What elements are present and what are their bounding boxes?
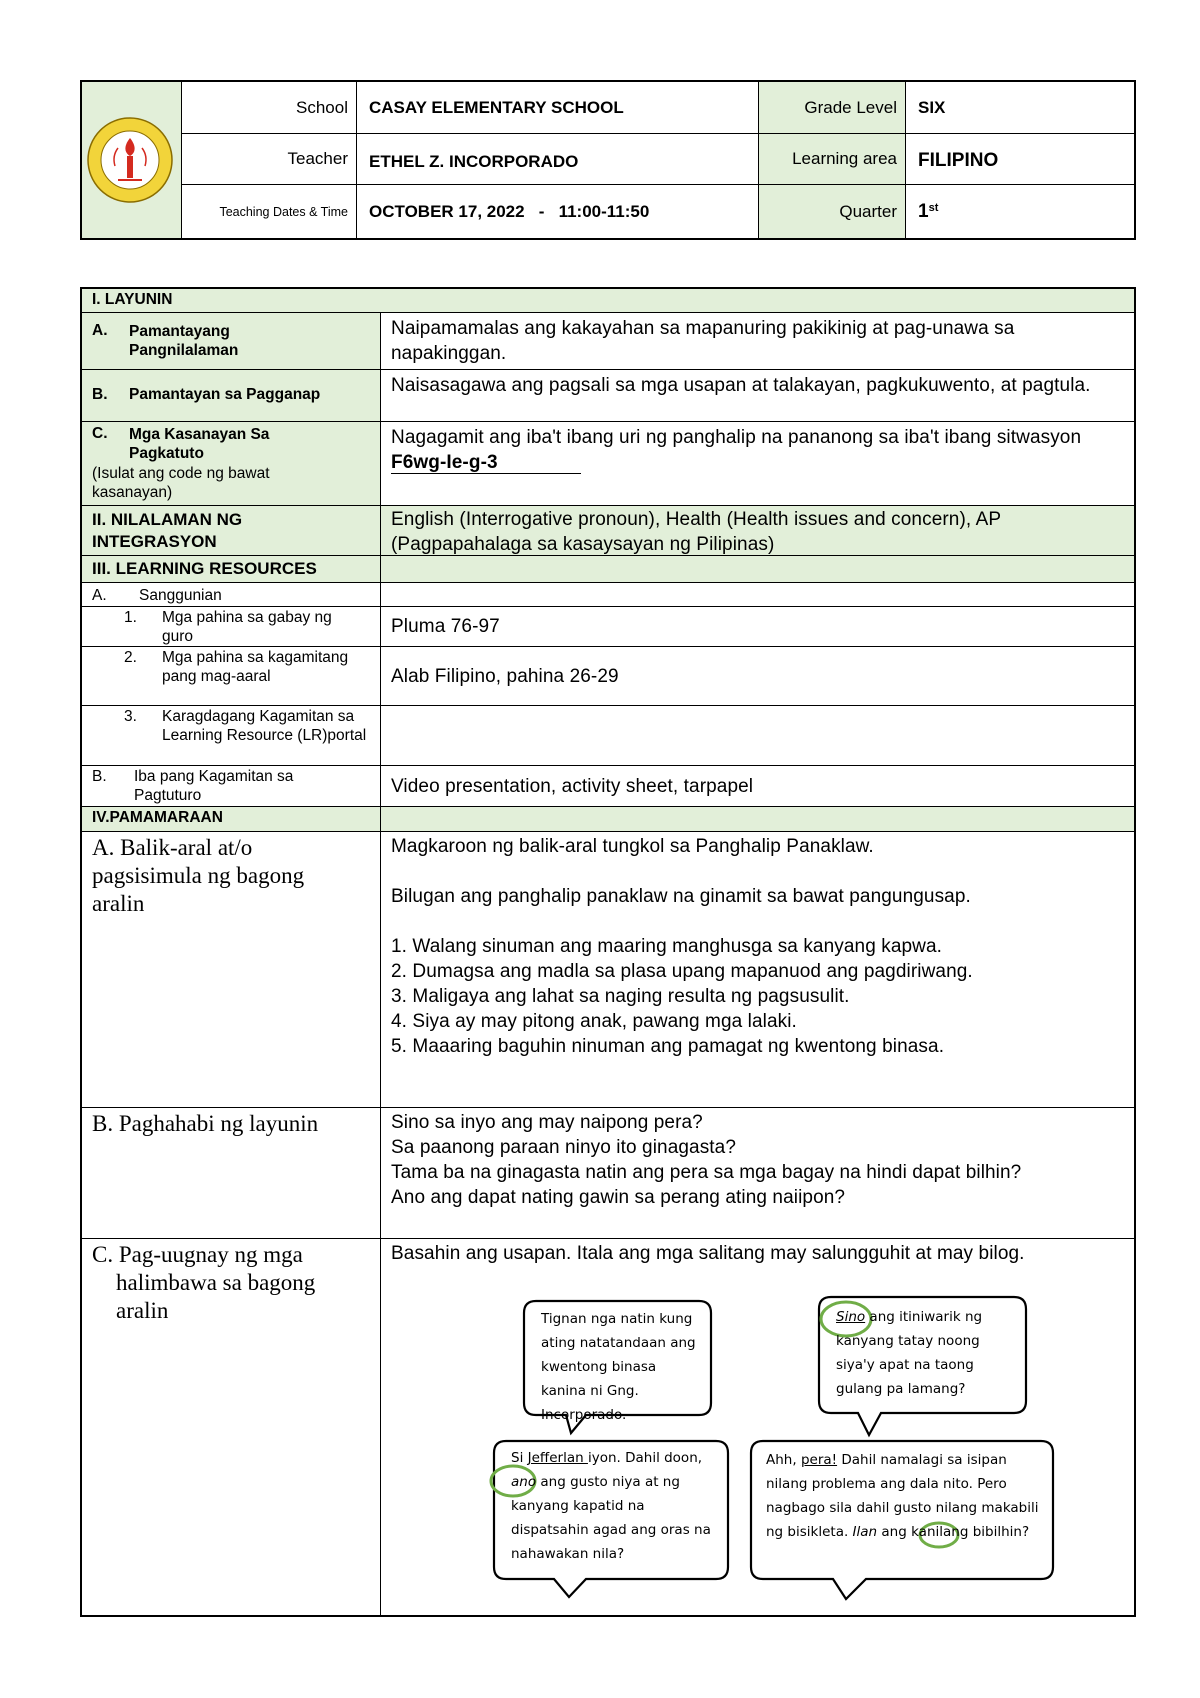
mga-kasanayan-row: [82, 422, 1134, 506]
resource-2-label-cell: [82, 647, 381, 705]
nilalaman-label-cell: [82, 506, 381, 555]
letter-a: A.: [92, 322, 108, 339]
header-table: [80, 80, 1136, 240]
nilalaman-label: II. NILALAMAN NG INTEGRASYON: [92, 510, 243, 551]
resource-3-label-cell: [82, 706, 381, 765]
balik-aral-content: [381, 832, 1134, 1107]
lesson-plan-table: [80, 287, 1136, 1617]
pag-uugnay-label-line-2: halimbawa sa bagong: [116, 1270, 316, 1295]
nilalaman-row: [82, 506, 1134, 556]
resource-2-number: 2.: [124, 649, 137, 666]
balik-aral-item: 4. Siya ay may pitong anak, pawang mga lalaki.: [391, 1011, 797, 1032]
logo-cell: [82, 82, 182, 238]
balik-aral-item: 1. Walang sinuman ang maaring manghusga sa kanyang kapwa.: [391, 936, 943, 957]
speech-bubble-3-text: [511, 1446, 716, 1566]
balik-aral-line: Bilugan ang panghalip panaklaw na ginamit sa bawat pangungusap.: [391, 886, 971, 907]
pag-uugnay-row: [82, 1239, 1134, 1615]
speech-bubble-4-part-b: Dahil namalagi sa isipan nilang problema ang dala nito. Pero nagbago sila dahil gusto nilang makabili ng bisikleta.: [766, 1452, 1039, 1540]
circled-word-sino: Sino: [836, 1309, 866, 1325]
paghahabi-line: Sino sa inyo ang may naipong pera?: [391, 1112, 703, 1133]
balik-aral-item: 3. Maligaya ang lahat sa naging resulta ng pagsusulit.: [391, 986, 850, 1007]
sanggunian-letter: A.: [92, 587, 107, 604]
sanggunian-row: [82, 583, 1134, 607]
letter-c: C.: [92, 425, 108, 442]
iba-pang-kagamitan-label: Iba pang Kagamitan sa Pagtuturo: [134, 768, 294, 804]
mga-kasanayan-label: Mga Kasanayan Sa Pagkatuto: [129, 426, 270, 462]
dates-value: [357, 185, 759, 238]
competency-code: F6wg-Ie-g-3: [391, 452, 581, 474]
pamamaraan-empty-cell: [381, 807, 1134, 831]
mga-kasanayan-note: (Isulat ang code ng bawat kasanayan): [92, 465, 270, 501]
quarter-number: 1: [918, 200, 929, 222]
balik-aral-spacer: [391, 859, 1124, 884]
balik-aral-label-cell: [82, 832, 381, 1107]
paghahabi-line: Sa paanong paraan ninyo ito ginagasta?: [391, 1137, 737, 1158]
pamantayan-pagganap-label-cell: [82, 370, 381, 421]
learning-area-label: Learning area: [759, 134, 906, 185]
balik-aral-line: Magkaroon ng balik-aral tungkol sa Panghalip Panaklaw.: [391, 836, 874, 857]
pag-uugnay-content: [381, 1239, 1134, 1615]
paghahabi-row: [82, 1108, 1134, 1239]
dates-value-text: OCTOBER 17, 2022 - 11:00-11:50: [369, 201, 650, 221]
learning-resources-header-row: [82, 556, 1134, 583]
dates-label: Teaching Dates & Time: [182, 185, 357, 238]
sanggunian-label-cell: [82, 583, 381, 606]
teacher-label: Teacher: [182, 134, 357, 185]
pag-uugnay-label-line-1: C. Pag-uugnay ng mga: [92, 1242, 303, 1267]
resource-1-row: [82, 607, 1134, 647]
speech-bubble-1-text: Tignan nga natin kung ating natatandaan ang kwentong binasa kanina ni Gng. Incorporado.: [541, 1311, 696, 1423]
layunin-header-row: [82, 289, 1134, 313]
sanggunian-label: Sanggunian: [139, 587, 222, 604]
balik-aral-item: 5. Maaaring baguhin ninuman ang pamagat ng kwentong binasa.: [391, 1036, 945, 1057]
nilalaman-text: English (Interrogative pronoun), Health (Health issues and concern), AP (Pagpapahalaga sa kasaysayan ng Pilipinas): [391, 509, 1001, 555]
school-label: School: [182, 82, 357, 134]
speech-bubble-3-part-c: ang gusto niya at ng kanyang kapatid na dispatsahin agad ang oras na nahawakan nila?: [511, 1474, 711, 1562]
speech-bubble-2-rest: ang itiniwarik ng kanyang tatay noong siya'y apat na taong gulang pa lamang?: [836, 1309, 983, 1397]
balik-aral-label: A. Balik-aral at/o pagsisimula ng bagong aralin: [92, 835, 305, 916]
learning-resources-empty-cell: [381, 556, 1134, 582]
circled-word-ano: ano: [511, 1474, 537, 1490]
paghahabi-line: Ano ang dapat nating gawin sa perang ating naiipon?: [391, 1187, 846, 1208]
speech-bubble-2-text: [836, 1305, 1011, 1401]
iba-pang-kagamitan-letter: B.: [92, 768, 107, 785]
sanggunian-empty-cell: [381, 583, 1134, 606]
balik-aral-row: [82, 832, 1134, 1108]
grade-level-label: Grade Level: [759, 82, 906, 134]
paghahabi-content: [381, 1108, 1134, 1238]
underlined-word-jefferlan: Jefferlan: [527, 1450, 588, 1466]
speech-bubble-3-part-b: iyon. Dahil doon,: [587, 1450, 703, 1466]
speech-bubble-4-part-c: ang kanilang bibilhin?: [877, 1524, 1030, 1540]
grade-level-value: SIX: [906, 82, 1134, 134]
pamantayan-pagganap-label: Pamantayan sa Pagganap: [129, 386, 321, 403]
resource-3-label: Karagdagang Kagamitan sa Learning Resource (LR)portal: [162, 708, 367, 744]
speech-bubbles: [381, 1239, 1134, 1615]
learning-resources-title-cell: [82, 556, 381, 582]
pamantayan-pagganap-text: Naisasagawa ang pagsali sa mga usapan at talakayan, pagkukuwento, at pagtula.: [391, 375, 1091, 396]
pag-uugnay-label-line-3: aralin: [116, 1298, 169, 1323]
layunin-title: I. LAYUNIN: [92, 291, 173, 308]
quarter-suffix: st: [928, 201, 939, 214]
school-value: CASAY ELEMENTARY SCHOOL: [357, 82, 759, 134]
resource-2-label: Mga pahina sa kagamitang pang mag-aaral: [162, 649, 349, 685]
paghahabi-label: B. Paghahabi ng layunin: [92, 1111, 319, 1136]
school-seal-icon: [82, 82, 178, 238]
mga-kasanayan-cell: [381, 422, 1134, 505]
resource-1-text: Pluma 76-97: [391, 616, 500, 637]
pamantayan-pagganap-row: [82, 370, 1134, 422]
pag-uugnay-text: Basahin ang usapan. Itala ang mga salitang may salungguhit at may bilog.: [391, 1243, 1025, 1264]
pamamaraan-header-row: [82, 807, 1134, 832]
learning-area-value: FILIPINO: [906, 134, 1134, 185]
pamantayang-pangnilalaman-label-cell: [82, 313, 381, 369]
speech-bubble-4-part-a: Ahh,: [766, 1452, 801, 1468]
balik-aral-item: 2. Dumagsa ang madla sa plasa upang mapanuod ang pagdiriwang.: [391, 961, 973, 982]
resource-1-number: 1.: [124, 609, 137, 626]
quarter-value: [906, 185, 1134, 238]
resource-1-label: Mga pahina sa gabay ng guro: [162, 609, 332, 645]
teacher-value: ETHEL Z. INCORPORADO: [357, 134, 759, 185]
pamantayang-pangnilalaman-row: [82, 313, 1134, 370]
pamantayang-pangnilalaman-label: Pamantayang Pangnilalaman: [129, 323, 239, 359]
iba-pang-kagamitan-text: Video presentation, activity sheet, tarpapel: [391, 776, 754, 797]
pamamaraan-title-cell: [82, 807, 381, 831]
pag-uugnay-label-cell: [82, 1239, 381, 1615]
balik-aral-spacer: [391, 909, 1124, 934]
resource-2-row: [82, 647, 1134, 706]
learning-resources-title: III. LEARNING RESOURCES: [92, 559, 317, 578]
resource-3-number: 3.: [124, 708, 137, 725]
underlined-word-pera: pera!: [800, 1452, 838, 1468]
mga-kasanayan-label-cell: [82, 422, 381, 505]
quarter-label: Quarter: [759, 185, 906, 238]
pamantayang-pangnilalaman-text: Naipamamalas ang kakayahan sa mapanuring pakikinig at pag-unawa sa napakinggan.: [391, 318, 1015, 364]
iba-pang-kagamitan-label-cell: [82, 766, 381, 806]
letter-b: B.: [92, 386, 108, 403]
paghahabi-line: Tama ba na ginagasta natin ang pera sa mga bagay na hindi dapat bilhin?: [391, 1162, 1022, 1183]
paghahabi-label-cell: [82, 1108, 381, 1238]
resource-1-label-cell: [82, 607, 381, 646]
pamamaraan-title: IV.PAMAMARAAN: [92, 809, 223, 826]
resource-3-empty-cell: [381, 706, 1134, 765]
resource-3-row: [82, 706, 1134, 766]
speech-bubble-4-text: [766, 1448, 1041, 1544]
circled-word-ilan: Ilan: [852, 1524, 878, 1540]
iba-pang-kagamitan-row: [82, 766, 1134, 807]
resource-2-text: Alab Filipino, pahina 26-29: [391, 666, 619, 687]
mga-kasanayan-text: Nagagamit ang iba't ibang uri ng panghalip na pananong sa iba't ibang sitwasyon: [391, 427, 1082, 448]
speech-bubble-3-part-a: Si: [511, 1450, 528, 1466]
